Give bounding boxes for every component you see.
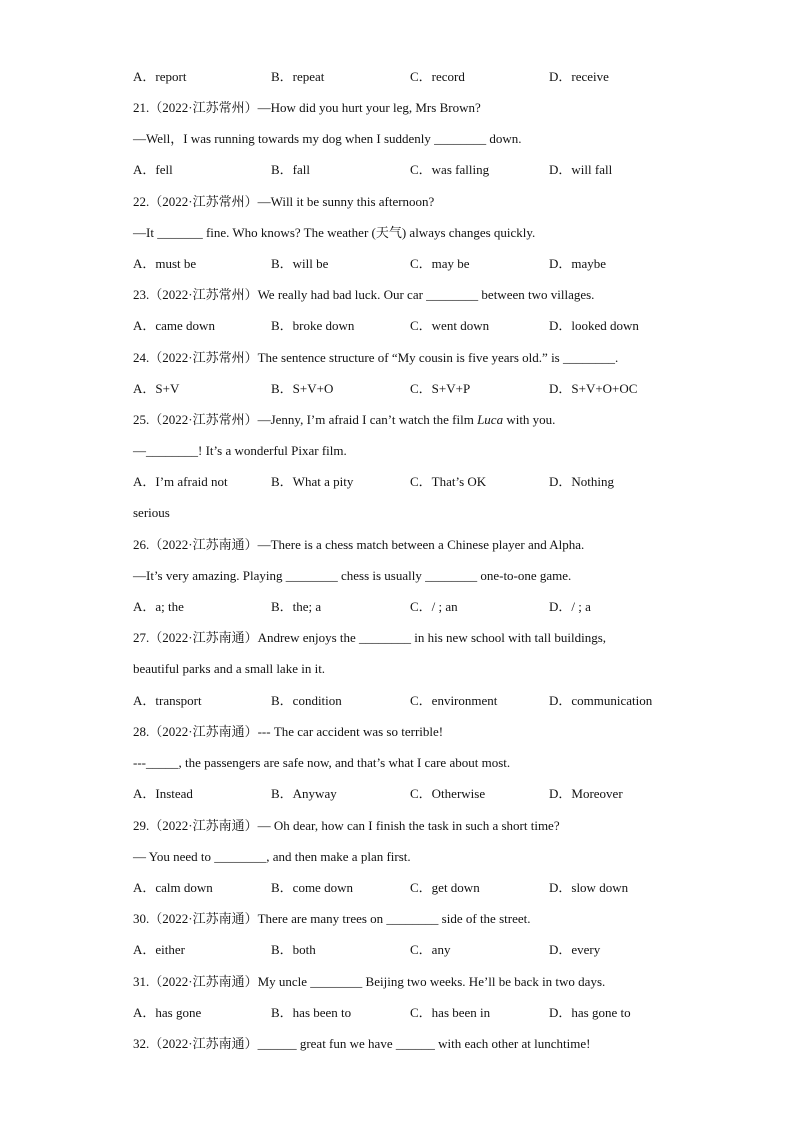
q25-option-d: D．Nothing xyxy=(549,474,615,489)
q26-option-b: B．the; a xyxy=(271,599,322,614)
q24-stem: 24.（2022·江苏常州）The sentence structure of “My cousin is five years old.” is ________. xyxy=(133,350,619,365)
q28-option-c: C．Otherwise xyxy=(410,786,486,801)
q31-option-c: C．has been in xyxy=(410,1005,491,1020)
q29-option-a: A．calm down xyxy=(133,880,213,895)
q29-option-c: C．get down xyxy=(410,880,480,895)
q20-option-a: A．report xyxy=(133,69,187,84)
q22-dialogue-line: —It _______ fine. Who knows? The weather (天气) always changes quickly. xyxy=(133,225,536,240)
q20-option-d: D．receive xyxy=(549,69,609,84)
q24-option-d: D．S+V+O+OC xyxy=(549,381,638,396)
q21-option-a: A．fell xyxy=(133,162,173,177)
q22-stem: 22.（2022·江苏常州）—Will it be sunny this afternoon? xyxy=(133,194,435,209)
q25-stem xyxy=(133,412,555,428)
q31-option-b: B．has been to xyxy=(271,1005,352,1020)
q22-option-a: A．must be xyxy=(133,256,197,271)
q22-option-d: D．maybe xyxy=(549,256,607,271)
q29-option-b: B．come down xyxy=(271,880,353,895)
q21-option-d: D．will fall xyxy=(549,162,613,177)
q26-dialogue-line: —It’s very amazing. Playing ________ chess is usually ________ one-to-one game. xyxy=(133,568,572,583)
q29-stem: 29.（2022·江苏南通）— Oh dear, how can I finish the task in such a short time? xyxy=(133,818,560,833)
q23-option-c: C．went down xyxy=(410,318,490,333)
q22-option-c: C．may be xyxy=(410,256,470,271)
q21-option-b: B．fall xyxy=(271,162,310,177)
q25-stem-start: 25.（2022·江苏常州）—Jenny, I’m afraid I can’t watch the film xyxy=(133,412,478,427)
q23-option-a: A．came down xyxy=(133,318,215,333)
q31-option-a: A．has gone xyxy=(133,1005,202,1020)
q22-option-b: B．will be xyxy=(271,256,329,271)
q23-option-b: B．broke down xyxy=(271,318,355,333)
q31-option-d: D．has gone to xyxy=(549,1005,631,1020)
q25-dialogue-line: —________! It’s a wonderful Pixar film. xyxy=(133,443,347,458)
q25-stem-end: with you. xyxy=(503,412,556,427)
q26-option-d: D．/ ; a xyxy=(549,599,591,614)
q30-option-c: C．any xyxy=(410,942,451,957)
q29-dialogue-line: — You need to ________, and then make a plan first. xyxy=(133,849,411,864)
q27-stem-continued: beautiful parks and a small lake in it. xyxy=(133,661,326,676)
q30-option-d: D．every xyxy=(549,942,601,957)
q30-option-b: B．both xyxy=(271,942,316,957)
q30-option-a: A．either xyxy=(133,942,185,957)
q27-option-d: D．communication xyxy=(549,693,653,708)
q30-stem: 30.（2022·江苏南通）There are many trees on ________ side of the street. xyxy=(133,911,531,926)
q25-option-b: B．What a pity xyxy=(271,474,354,489)
q28-option-d: D．Moreover xyxy=(549,786,623,801)
q24-option-c: C．S+V+P xyxy=(410,381,471,396)
q26-stem: 26.（2022·江苏南通）—There is a chess match between a Chinese player and Alpha. xyxy=(133,537,585,552)
q32-stem: 32.（2022·江苏南通）______ great fun we have ______ with each other at lunchtime! xyxy=(133,1036,591,1051)
q25-option-d-wrap: serious xyxy=(133,505,170,520)
q28-option-a: A．Instead xyxy=(133,786,193,801)
q24-option-b: B．S+V+O xyxy=(271,381,334,396)
q25-option-a: A．I’m afraid not xyxy=(133,474,228,489)
q21-stem: 21.（2022·江苏常州）—How did you hurt your leg, Mrs Brown? xyxy=(133,100,481,115)
q29-option-d: D．slow down xyxy=(549,880,629,895)
q27-option-b: B．condition xyxy=(271,693,342,708)
q23-option-d: D．looked down xyxy=(549,318,639,333)
q27-option-a: A．transport xyxy=(133,693,202,708)
q31-stem: 31.（2022·江苏南通）My uncle ________ Beijing two weeks. He’ll be back in two days. xyxy=(133,974,606,989)
q25-film-title: Luca xyxy=(477,412,504,427)
q21-dialogue-line: —Well，I was running towards my dog when I suddenly ________ down. xyxy=(133,131,522,146)
q27-stem: 27.（2022·江苏南通）Andrew enjoys the ________ in his new school with tall buildings, xyxy=(133,630,607,645)
q20-option-c: C．record xyxy=(410,69,465,84)
q28-stem: 28.（2022·江苏南通）--- The car accident was so terrible! xyxy=(133,724,444,739)
q24-option-a: A．S+V xyxy=(133,381,180,396)
q26-option-a: A．a; the xyxy=(133,599,184,614)
q23-stem: 23.（2022·江苏常州）We really had bad luck. Our car ________ between two villages. xyxy=(133,287,595,302)
q27-option-c: C．environment xyxy=(410,693,498,708)
q26-option-c: C．/ ; an xyxy=(410,599,458,614)
q25-option-c: C．That’s OK xyxy=(410,474,487,489)
q20-option-b: B．repeat xyxy=(271,69,325,84)
q28-dialogue-line: ---_____, the passengers are safe now, and that’s what I care about most. xyxy=(133,755,511,770)
q28-option-b: B．Anyway xyxy=(271,786,337,801)
q21-option-c: C．was falling xyxy=(410,162,490,177)
